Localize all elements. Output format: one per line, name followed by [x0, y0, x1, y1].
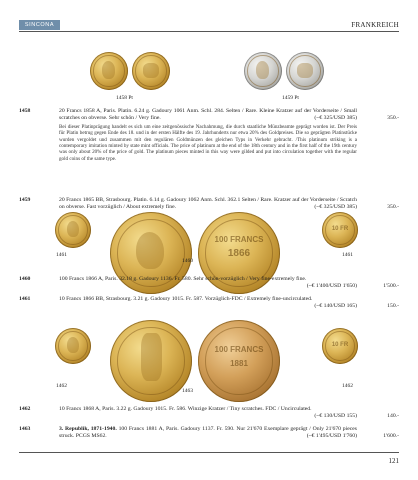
lot-estimate: (~€ 325/USD 385): [314, 204, 357, 211]
lot-description: 3. Republik, 1871-1940. 100 Francs 1881 A, Paris. Gadoury 1137. Fr. 590. Nur 21'670 Exemplare geprägt / Only 21'670 pieces struck. PCGS MS62. (~€ 1'495/USD 1'760): [59, 426, 358, 440]
lot-estimate: (~€ 140/USD 165): [314, 303, 357, 310]
lot-estimate: (~€ 1'495/USD 1'760): [306, 433, 357, 440]
lot-1462: [19, 406, 399, 420]
lot-price: 1'500.-: [383, 283, 399, 289]
coin-1459-reverse: [286, 52, 324, 90]
lot-description: 20 Francs 1865 BB, Strasbourg. Platin. 6.14 g. Gadoury 1062 Anm. Schl. 362.1 Selten / Rare. Kratzer auf der Vorderseite / Scratch on obverse. Fast vorzüglich / About extremely fine. (~€ 325/USD 385): [59, 197, 357, 211]
figure-caption-1462-left: 1462: [56, 383, 67, 389]
coin-1462-obverse: [55, 328, 91, 364]
brand-logo: SINCONA: [19, 20, 60, 30]
coin-1461-reverse: 10 FR: [322, 212, 358, 248]
lot-1463: [19, 426, 399, 440]
coin-1458-obverse: [90, 52, 128, 90]
lot-1459: [19, 197, 399, 211]
lot-number: 1460: [19, 276, 31, 282]
lot-description: 100 Francs 1866 A, Paris. 32.18 g. Gadoury 1136. Fr. 580. Sehr schön-vorzüglich / Very fine-extremely fine. (~€ 1'400/USD 1'650): [59, 276, 357, 290]
lot-number: 1461: [19, 296, 31, 302]
figure-caption-1461-left: 1461: [56, 252, 67, 258]
lot-1461: [19, 296, 399, 310]
coin-1459-obverse: [244, 52, 282, 90]
lot-1458: [19, 108, 399, 162]
coin-1460-reverse: 100 FRANCS 1866: [198, 212, 280, 294]
lot-price: 350.-: [387, 204, 399, 210]
lot-price: 150.-: [387, 303, 399, 309]
header-rule: [19, 31, 399, 32]
lot-estimate: (~€ 130/USD 155): [314, 413, 357, 420]
figure-caption-1461-right: 1461: [342, 252, 353, 258]
figure-caption-1460: 1460: [182, 258, 193, 264]
coin-1461-obverse: [55, 212, 91, 248]
figure-caption-1459: 1459 Pt: [282, 95, 299, 101]
page-number: 121: [388, 457, 399, 465]
coin-1458-reverse: [132, 52, 170, 90]
lot-number: 1458: [19, 108, 31, 114]
lot-period: 3. Republik, 1871-1940.: [59, 426, 117, 432]
coin-1463-reverse: 100 FRANCS 1881: [198, 320, 280, 402]
lot-price: 140.-: [387, 413, 399, 419]
footer-rule: [19, 452, 399, 453]
lot-1460: [19, 276, 399, 290]
lot-note: Bei dieser Platinprägung handelt es sich um eine zeitgenössische Nachahmung, die durch staatliche Münzbeamte geprägt worden ist. Der Preis für Platin betrug gegen Ende des 18. und in der ersten Hälfte des 19. Jahrhunderts nur etwa 20% des Goldpreises. Die so geprägten Platinstücke wurden vergoldet und zusammen mit den regulären Goldmünzen des gleichen Typs in Verkehr gebracht. /This platinum striking is a contemporary imitation minted by state mint officials. The price of platinum at the end of the 18th century and in the first half of the 19th century was only about 20% of the price of gold. The platinum pieces minted in this way were gilded and put into circulation together with the regular gold coins of the same type.: [59, 124, 357, 162]
coin-1463-obverse: [110, 320, 192, 402]
lot-price: 350.-: [387, 115, 399, 121]
figure-caption-1463: 1463: [182, 388, 193, 394]
lot-number: 1463: [19, 426, 31, 432]
lot-estimate: (~€ 1'400/USD 1'650): [306, 283, 357, 290]
lot-description: 20 Francs 1858 A, Paris. Platin. 6.24 g. Gadoury 1061 Anm. Schl. 284. Selten / Rare. Kleine Kratzer auf der Vorderseite / Small scratches on obverse. Sehr schön / Very fine. (~€ 325/USD 385) Bei dieser Platinprägung handelt es sich um eine zeitgenössische Nachahmung, die durch staatliche Münzbeamte geprägt worden ist. Der Preis für Platin betrug gegen Ende des 18. und in der ersten Hälfte des 19. Jahrhunderts nur etwa 20% des Goldpreises. Die so geprägten Platinstücke wurden vergoldet und zusammen mit den regulären Goldmünzen des gleichen Typs in Verkehr gebracht. /This platinum striking is a contemporary imitation minted by state mint officials. The price of platinum at the end of the 18th century and in the first half of the 19th century was only about 20% of the price of gold. The platinum pieces minted in this way were gilded and put into circulation together with the regular gold coins of the same type.: [59, 108, 357, 162]
lot-price: 1'600.-: [383, 433, 399, 439]
coin-1462-reverse: 10 FR: [322, 328, 358, 364]
lot-number: 1459: [19, 197, 31, 203]
lot-description: 10 Francs 1866 BB, Strasbourg. 3.21 g. Gadoury 1015. Fr. 587. Vorzüglich-FDC / Extremely fine-uncirculated. (~€ 140/USD 165): [59, 296, 357, 310]
figure-caption-1458: 1458 Pt: [116, 95, 133, 101]
lot-estimate: (~€ 325/USD 385): [314, 115, 357, 122]
lot-number: 1462: [19, 406, 31, 412]
lot-description: 10 Francs 1868 A, Paris. 3.22 g. Gadoury 1015. Fr. 586. Winzige Kratzer / Tiny scratches. FDC / Uncirculated. (~€ 130/USD 155): [59, 406, 357, 420]
section-title: FRANKREICH: [351, 21, 399, 29]
figure-caption-1462-right: 1462: [342, 383, 353, 389]
